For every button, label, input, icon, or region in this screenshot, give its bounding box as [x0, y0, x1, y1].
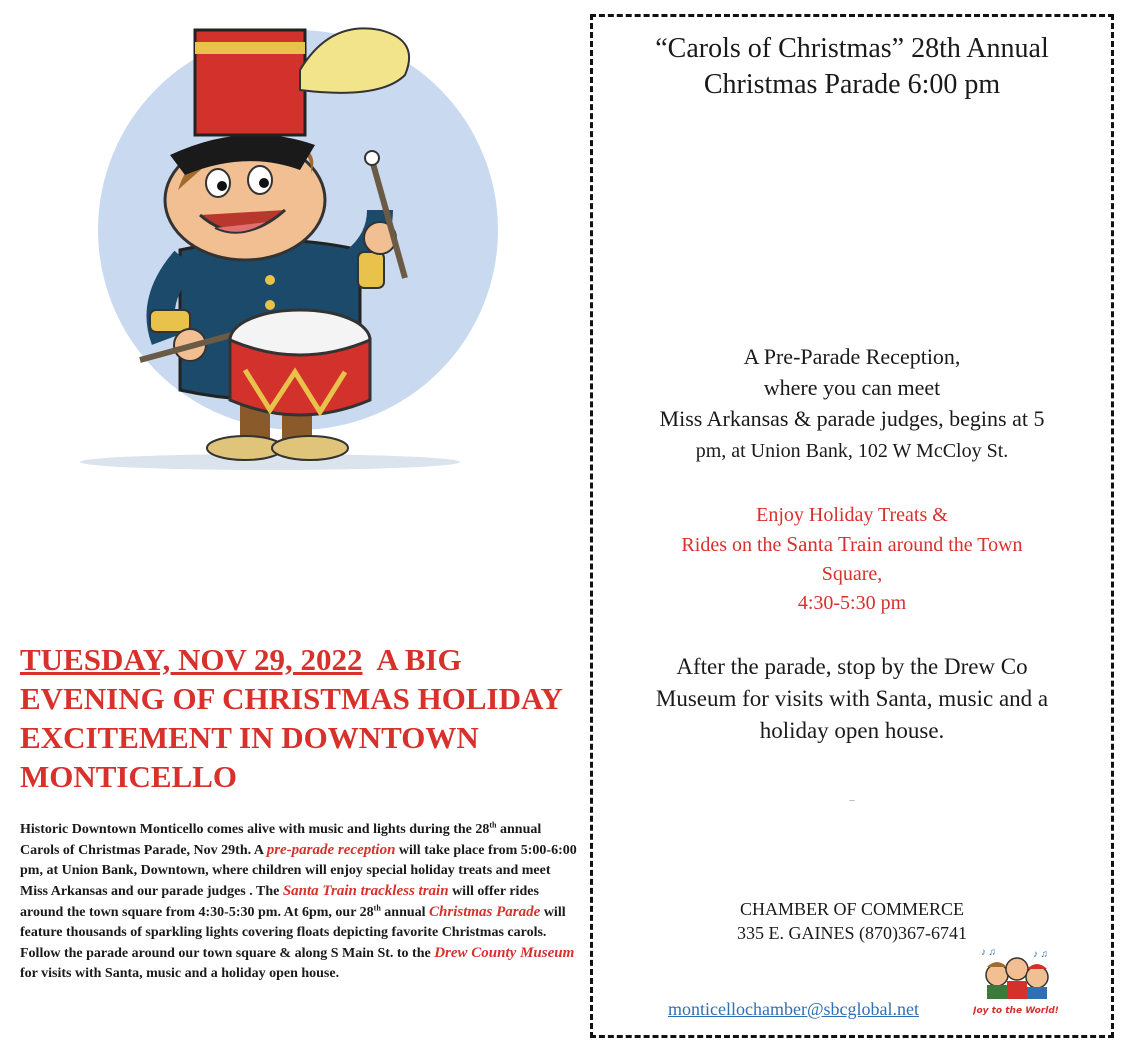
flyer-title — [593, 31, 1111, 103]
treats-time: 4:30-5:30 pm — [797, 592, 907, 614]
svg-text:♪ ♫: ♪ ♫ — [981, 947, 996, 958]
highlight-santa-train: Santa Train trackless train — [282, 883, 449, 899]
treats-line: Rides on the — [681, 534, 787, 556]
treats-santa-train: Santa Train — [786, 532, 883, 556]
story-text: annual Carols of Christmas Parade, Nov 29th. A — [20, 822, 542, 858]
treats-line: around the Town — [882, 534, 1023, 556]
event-headline — [20, 640, 580, 796]
event-description — [20, 820, 580, 984]
chamber-email-link[interactable]: monticellochamber@sbcglobal.net — [668, 999, 919, 1019]
drummer-boy-illustration — [0, 0, 560, 480]
story-text: will take place from 5:00-6:00 pm, at Union Bank, Downtown, where children will enjoy special holiday treats and meet Miss Arkansas and our parade judges . The — [20, 843, 577, 899]
treats-line: Enjoy Holiday Treats & — [756, 504, 948, 526]
treats-info — [593, 501, 1111, 618]
story-text: for visits with Santa, music and a holiday open house. — [20, 966, 340, 981]
chamber-contact — [593, 897, 1111, 945]
reception-line: pm, at Union Bank, 102 W McCloy St. — [695, 440, 1009, 462]
reception-line: Miss Arkansas & parade judges, begins at 5 — [659, 406, 1045, 431]
story-text: will offer rides around the town square from 4:30-5:30 pm. At 6pm, our 28 — [20, 884, 539, 920]
reception-line: where you can meet — [763, 375, 941, 400]
parade-flyer — [590, 14, 1114, 1038]
flyer-title-line: “Carols of Christmas” 28th Annual — [655, 33, 1049, 64]
story-text: Historic Downtown Monticello comes alive with music and lights during the 28 — [20, 822, 490, 837]
treats-line: Square, — [821, 563, 883, 585]
highlight-christmas-parade: Christmas Parade — [429, 904, 541, 920]
highlight-pre-parade-reception: pre-parade reception — [266, 842, 396, 858]
ordinal-suffix: th — [373, 903, 381, 913]
after-line: holiday open house. — [759, 718, 945, 743]
headline-date: TUESDAY, NOV 29, 2022 — [20, 642, 363, 677]
joy-caption: Joy to the World! — [973, 1006, 1059, 1016]
chamber-name: CHAMBER OF COMMERCE — [739, 899, 965, 919]
separator-dash: – — [849, 795, 855, 806]
reception-line: A Pre-Parade Reception, — [743, 344, 961, 369]
after-parade-info — [593, 651, 1111, 747]
joy-to-the-world-logo — [973, 945, 1059, 1017]
headline-text: A BIG EVENING OF CHRISTMAS HOLIDAY EXCITEMENT IN DOWNTOWN MONTICELLO — [20, 642, 562, 794]
after-line: Museum for visits with Santa, music and a — [655, 686, 1049, 711]
chamber-address: 335 E. GAINES (870)367-6741 — [737, 923, 967, 943]
reception-info — [593, 341, 1111, 467]
ordinal-suffix: th — [489, 820, 497, 830]
svg-text:♪ ♫: ♪ ♫ — [1033, 949, 1048, 960]
highlight-drew-county-museum: Drew County Museum — [434, 945, 575, 961]
story-text: will feature thousands of sparkling lights covering floats depicting favorite Christmas carols. Follow the parade around our town square & along S Main St. to the — [20, 905, 566, 961]
story-text: annual — [380, 905, 430, 920]
flyer-title-line: Christmas Parade 6:00 pm — [703, 69, 1001, 100]
after-line: After the parade, stop by the Drew Co — [676, 654, 1028, 679]
